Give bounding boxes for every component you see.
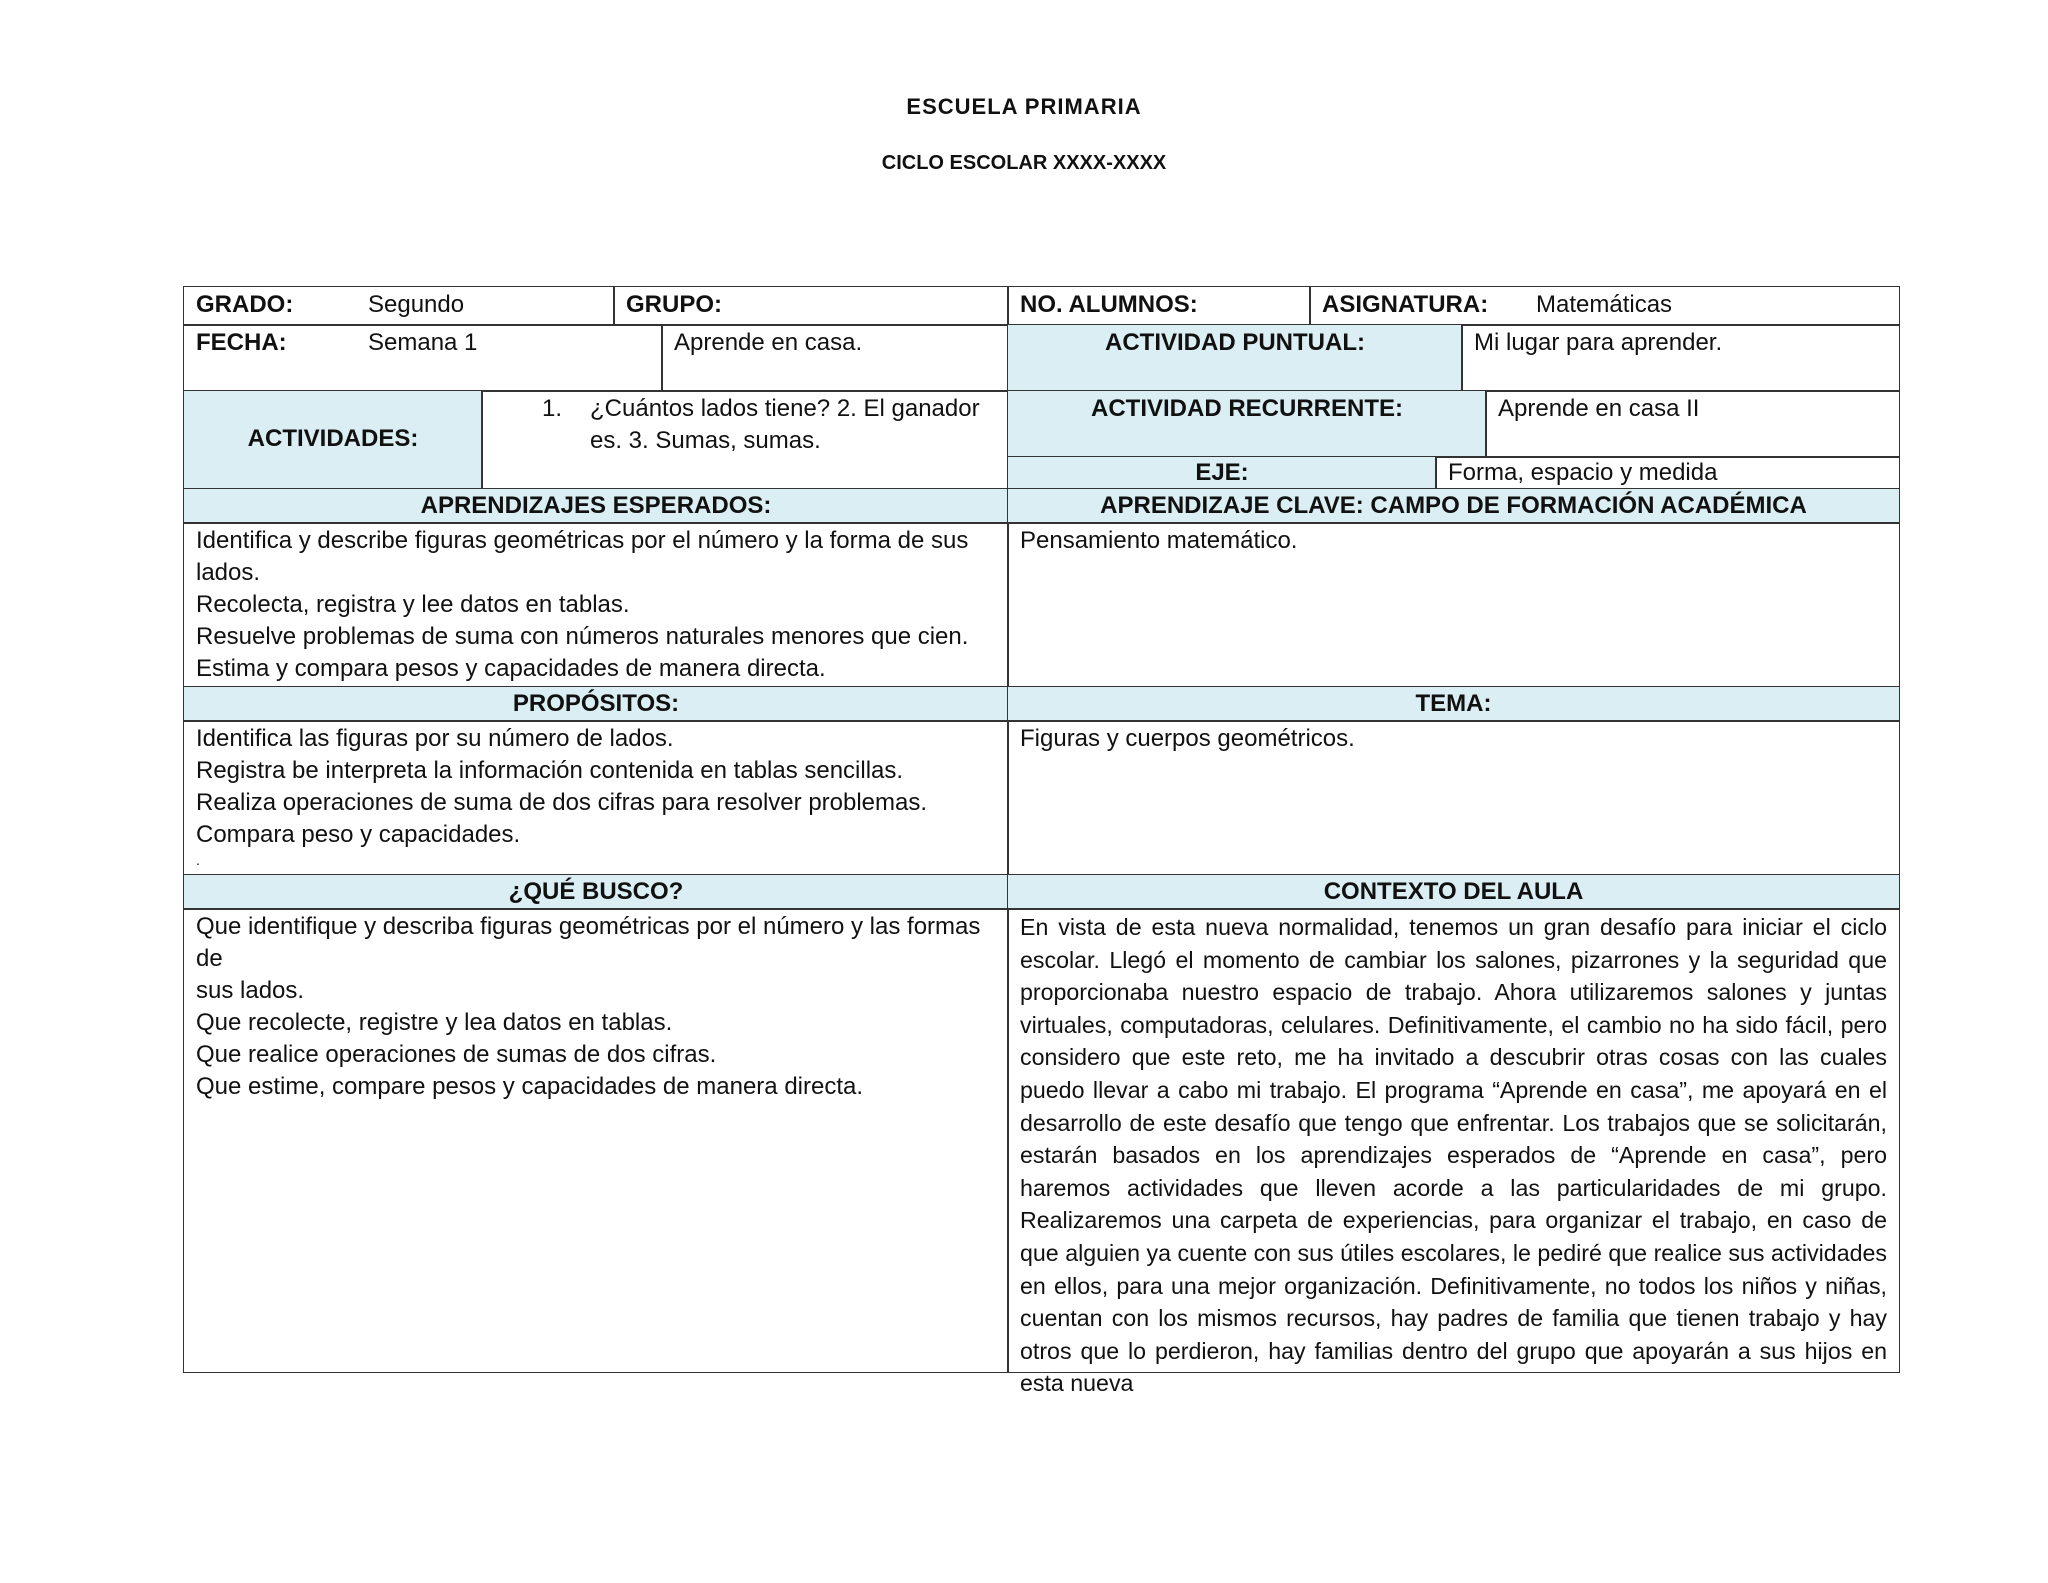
- actividad-puntual-cell: [1007, 324, 1463, 392]
- grado-label: GRADO:: [196, 291, 294, 318]
- fecha-label: FECHA:: [196, 329, 287, 356]
- asignatura-value: Matemáticas: [1536, 291, 1673, 318]
- eje-label-cell: [1007, 456, 1437, 490]
- tema-text: Figuras y cuerpos geométricos.: [1020, 725, 1355, 752]
- grado-value: Segundo: [368, 291, 465, 318]
- contexto-header: [1007, 874, 1900, 910]
- actividad-puntual-value-cell: [1461, 324, 1900, 392]
- actividades-number: 1.: [542, 395, 563, 422]
- busco-line: Que estime, compare pesos y capacidades de manera directa.: [196, 1073, 864, 1100]
- aprendizaje-clave-body: [1007, 522, 1900, 688]
- busco-line: Que recolecte, registre y lea datos en tablas.: [196, 1009, 673, 1036]
- aprendizajes-line: Estima y compara pesos y capacidades de manera directa.: [196, 655, 826, 682]
- aprendizaje-clave-header: [1007, 488, 1900, 524]
- asignatura-label: ASIGNATURA:: [1322, 291, 1489, 318]
- aprendizajes-line: Resuelve problemas de suma con números naturales menores que cien.: [196, 623, 969, 650]
- tema-body: [1007, 720, 1900, 876]
- actividades-label-cell: [183, 390, 483, 490]
- aprendizajes-body: [183, 522, 1009, 688]
- busco-header-label: ¿QUÉ BUSCO?: [508, 878, 684, 905]
- actividad-recurrente-cell: [1007, 390, 1487, 458]
- grupo-cell: [613, 286, 1009, 326]
- modalidad-cell: [661, 324, 1009, 392]
- actividad-recurrente-label: ACTIVIDAD RECURRENTE:: [1091, 395, 1403, 422]
- busco-line: sus lados.: [196, 977, 305, 1004]
- actividades-line-1: ¿Cuántos lados tiene? 2. El ganador: [590, 395, 980, 422]
- contexto-body: [1007, 908, 1900, 1397]
- contexto-header-label: CONTEXTO DEL AULA: [1323, 878, 1584, 905]
- fecha-cell: [183, 324, 663, 392]
- actividad-recurrente-value: Aprende en casa II: [1498, 395, 1700, 422]
- propositos-line: Compara peso y capacidades.: [196, 821, 521, 848]
- busco-line: Que identifique y describa figuras geométricas por el número y las formas de: [196, 913, 981, 972]
- school-cycle: CICLO ESCOLAR XXXX-XXXX: [881, 152, 1167, 174]
- tema-header: [1007, 686, 1900, 722]
- fecha-value: Semana 1: [368, 329, 478, 356]
- actividades-label: ACTIVIDADES:: [247, 425, 419, 452]
- aprendizajes-header-label: APRENDIZAJES ESPERADOS:: [420, 492, 772, 519]
- eje-value-cell: [1435, 456, 1900, 490]
- aprendizajes-line: lados.: [196, 559, 261, 586]
- propositos-line: Registra be interpreta la información contenida en tablas sencillas.: [196, 757, 904, 784]
- planning-table: [183, 286, 1900, 1397]
- propositos-header: [183, 686, 1009, 722]
- aprendizajes-header: [183, 488, 1009, 524]
- busco-line: Que realice operaciones de sumas de dos cifras.: [196, 1041, 717, 1068]
- asignatura-cell: [1309, 286, 1900, 326]
- eje-value: Forma, espacio y medida: [1448, 459, 1718, 486]
- contexto-text: En vista de esta nueva normalidad, tenemos un gran desafío para iniciar el ciclo escolar. Llegó el momento de cambiar los salones, pizarrones y la seguridad que proporcionaba nuestro espacio de trabajo. Ahora utilizaremos salones y juntas virtuales, computadoras, celulares. Definitivamente, el cambio no ha sido fácil, pero considero que este reto, me ha invitado a descubrir otras cosas con las cuales puedo llevar a cabo mi trabajo. El programa “Aprende en casa”, me apoyará en el desarrollo de este desafío que tengo que enfrentar. Los trabajos que se solicitarán, estarán basados en los aprendizajes esperados de “Aprende en casa”, pero haremos actividades que lleven acorde a las particularidades de mi grupo. Realizaremos una carpeta de experiencias, para organizar el trabajo, en caso de que alguien ya cuente con sus útiles escolares, le pediré que realice sus actividades en ellos, para una mejor organización. Definitivamente, no todos los niños y niñas, cuentan con los mismos recursos, hay padres de familia que tienen trabajo y hay otros que lo perdieron, hay familias dentro del grupo que apoyarán a sus hijos en esta nueva: [1020, 914, 1887, 1397]
- aprendizaje-clave-text: Pensamiento matemático.: [1020, 527, 1298, 554]
- aprendizajes-line: Recolecta, registra y lee datos en tablas.: [196, 591, 630, 618]
- school-title: ESCUELA PRIMARIA: [906, 94, 1142, 119]
- actividades-cell: [481, 390, 1009, 490]
- grupo-label: GRUPO:: [626, 291, 722, 318]
- actividad-puntual-value: Mi lugar para aprender.: [1474, 329, 1723, 356]
- modalidad-value: Aprende en casa.: [674, 329, 863, 356]
- eje-label: EJE:: [1195, 459, 1249, 486]
- propositos-line: Identifica las figuras por su número de lados.: [196, 725, 674, 752]
- aprendizajes-line: Identifica y describe figuras geométricas por el número y la forma de sus: [196, 527, 969, 554]
- tema-header-label: TEMA:: [1415, 690, 1492, 717]
- propositos-header-label: PROPÓSITOS:: [512, 690, 680, 717]
- propositos-line: Realiza operaciones de suma de dos cifras para resolver problemas.: [196, 789, 928, 816]
- propositos-line: .: [196, 852, 200, 868]
- propositos-body: [183, 720, 1009, 876]
- busco-header: [183, 874, 1009, 910]
- grado-cell: [183, 286, 615, 326]
- busco-body: [183, 908, 1009, 1373]
- actividad-puntual-label: ACTIVIDAD PUNTUAL:: [1105, 329, 1365, 356]
- aprendizaje-clave-header-label: APRENDIZAJE CLAVE: CAMPO DE FORMACIÓN ACADÉMICA: [1100, 492, 1807, 519]
- alumnos-cell: [1007, 286, 1311, 326]
- actividades-line-2: es. 3. Sumas, sumas.: [590, 427, 821, 454]
- actividad-recurrente-value-cell: [1485, 390, 1900, 458]
- alumnos-label: NO. ALUMNOS:: [1020, 291, 1198, 318]
